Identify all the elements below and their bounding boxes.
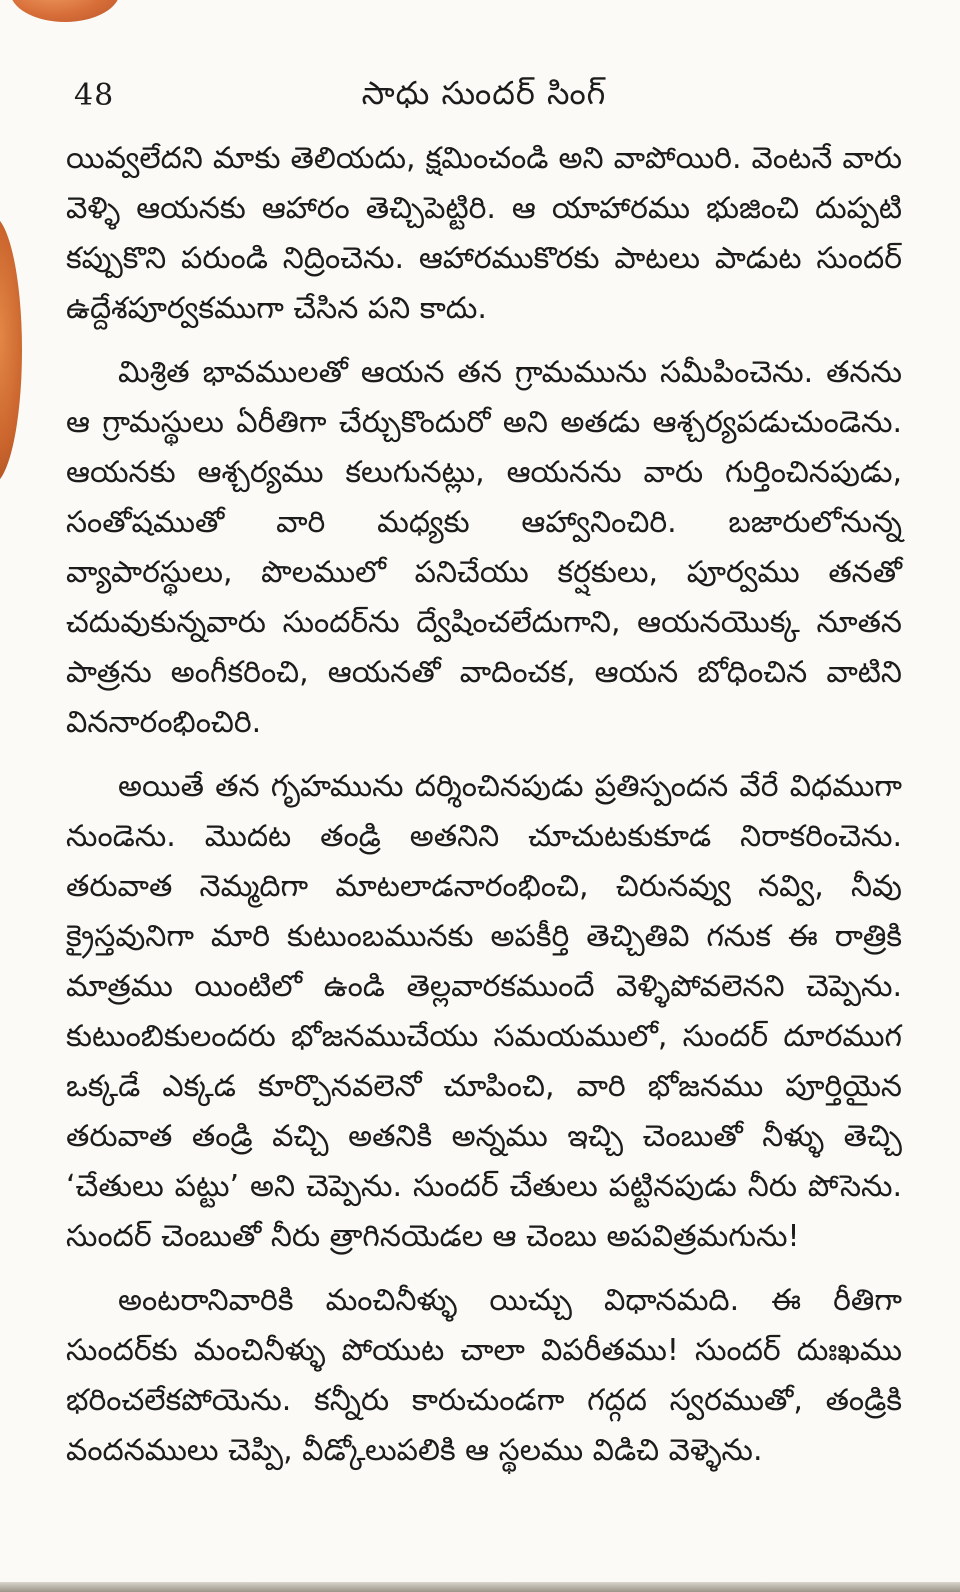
book-page [66, 64, 902, 1490]
body-text [66, 134, 902, 1476]
paragraph-4: అంటరానివారికి మంచినీళ్ళు యిచ్చు విధానమది. ఈ రీతిగా సుందర్‌కు మంచినీళ్ళు పోయుట చాలా విపరీతము! సుందర్ దుఃఖము భరించలేకపోయెను. కన్నీరు కారుచుండగా గద్గద స్వరముతో, తండ్రికి వందనములు చెప్పి, వీడ్కోలుపలికి ఆ స్థలము విడిచి వెళ్ళెను. [66, 1283, 902, 1468]
page-edge-shadow-left [0, 215, 22, 485]
running-head-title: సాధు సుందర్ సింగ్ [361, 74, 607, 112]
paragraph-1: యివ్వలేదని మాకు తెలియదు, క్షమించండి అని వాపోయిరి. వెంటనే వారు వెళ్ళి ఆయనకు ఆహారం తెచ్చిపెట్టిరి. ఆ యాహారము భుజించి దుప్పటి కప్పుకొని పరుండి నిద్రించెను. ఆహారముకొరకు పాటలు పాడుట సుందర్ ఉద్దేశపూర్వకముగా చేసిన పని కాదు. [66, 141, 902, 326]
page-edge-shadow-top [10, 0, 120, 22]
paragraph-2: మిశ్రిత భావములతో ఆయన తన గ్రామమును సమీపించెను. తనను ఆ గ్రామస్థులు ఏరీతిగా చేర్చుకొందురో అని అతడు ఆశ్చర్యపడుచుండెను. ఆయనకు ఆశ్చర్యము కలుగునట్లు, ఆయనను వారు గుర్తించినపుడు, సంతోషముతో వారి మధ్యకు ఆహ్వానించిరి. బజారులోనున్న వ్యాపారస్థులు, పొలములో పనిచేయు కర్షకులు, పూర్వము తనతో చదువుకున్నవారు సుందర్‌ను ద్వేషించలేదుగాని, ఆయనయొక్క నూతన పాత్రను అంగీకరించి, ఆయనతో వాదించక, ఆయన బోధించిన వాటిని విననారంభించిరి. [66, 355, 902, 740]
paragraph-3: అయితే తన గృహమును దర్శించినపుడు ప్రతిస్పందన వేరే విధముగా నుండెను. మొదట తండ్రి అతనిని చూచుటకుకూడ నిరాకరించెను. తరువాత నెమ్మదిగా మాటలాడనారంభించి, చిరునవ్వు నవ్వి, నీవు క్రైస్తవునిగా మారి కుటుంబమునకు అపకీర్తి తెచ్చితివి గనుక ఈ రాత్రికి మాత్రము యింటిలో ఉండి తెల్లవారకముందే వెళ్ళిపోవలెనని చెప్పెను. కుటుంబికులందరు భోజనముచేయు సమయములో, సుందర్ దూరముగ ఒక్కడే ఎక్కడ కూర్చొనవలెనో చూపించి, వారి భోజనము పూర్తియైన తరువాత తండ్రి వచ్చి అతనికి అన్నము ఇచ్చి చెంబుతో నీళ్ళు తెచ్చి ‘చేతులు పట్టు’ అని చెప్పెను. సుందర్ చేతులు పట్టినపుడు నీరు పోసెను. సుందర్ చెంబుతో నీరు త్రాగినయెడల ఆ చెంబు అపవిత్రమగును! [66, 769, 902, 1254]
page-header [66, 64, 902, 134]
page-bottom-edge [0, 1582, 960, 1592]
page-number: 48 [74, 78, 115, 113]
